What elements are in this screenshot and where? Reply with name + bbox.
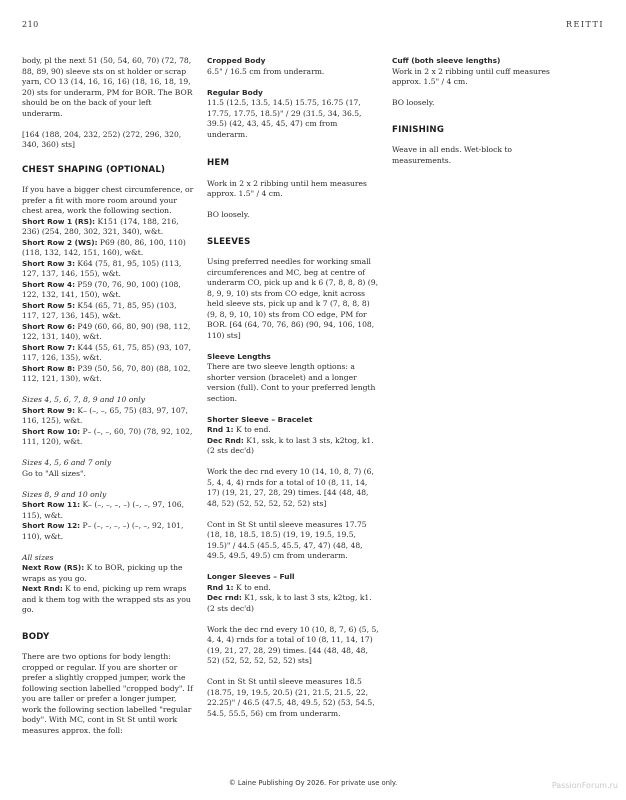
shorter-cont: Cont in St St until sleeve measures 17.75 (18, 18, 18.5, 18.5) (19, 19, 19.5, 19.5, 19.5)" / 44.5 (45.5, 45.5, 47, 47) (48, 48, 49.5, 49.5, 49.5) cm from underarm. [207, 519, 367, 560]
page-number: 210 [22, 20, 39, 29]
column-2 [207, 56, 379, 730]
short-row-12: Short Row 12: P– (–, –, –, –) (–, –, 92, 101, 110), w&t. [22, 521, 184, 541]
short-rows [22, 217, 194, 385]
body-text: There are two options for body length: cropped or regular. If you are shorter or prefer a slightly cropped jumper, work the following section labelled "cropped body". If you are taller or prefer a longer jumper, work the following section labelled "regular body". With MC, cont in St St until work measures approx. the foll: [22, 652, 193, 735]
finishing-heading: FINISHING [392, 124, 445, 135]
short-row-1: Short Row 1 (RS): K151 (174, 188, 216, 236) (254, 280, 302, 321, 340), w&t. [22, 216, 179, 236]
next-row-rs: Next Row (RS): K to BOR, picking up the wraps as you go. [22, 563, 183, 583]
all-sizes-label: All sizes [22, 552, 54, 562]
body-heading: BODY [22, 631, 50, 642]
cropped-body-text: 6.5" / 16.5 cm from underarm. [207, 66, 325, 76]
chest-shaping-heading: CHEST SHAPING (OPTIONAL) [22, 164, 166, 175]
short-row-3: Short Row 3: K64 (75, 81, 95, 105) (113, 127, 137, 146, 155), w&t. [22, 258, 182, 278]
short-row-2: Short Row 2 (WS): P69 (80, 86, 100, 110) (118, 132, 142, 151, 160), w&t. [22, 237, 186, 257]
sleeve-lengths-label: Sleeve Lengths [207, 351, 271, 361]
short-row-4: Short Row 4: P59 (70, 76, 90, 100) (108, 122, 132, 141, 150), w&t. [22, 279, 181, 299]
intro-paragraph: body, pl the next 51 (50, 54, 60, 70) (72, 78, 88, 89, 90) sleeve sts on st holder or scrap yarn, CO 13 (14, 16, 16, 16) (18, 16, 18, 19, 20) sts for underarm, PM for BOR. The BOR should be on the back of your left underarm. [22, 56, 193, 118]
sizes-c-rows [22, 500, 194, 542]
short-row-5: Short Row 5: K54 (65, 71, 85, 95) (103, 117, 127, 136, 145), w&t. [22, 300, 177, 320]
sleeve-lengths-text: There are two sleeve length options: a shorter version (bracelet) and a longer version (full). Cont to your preferred length section. [207, 362, 376, 403]
longer-rnd-1: Rnd 1: K to end. [207, 582, 271, 592]
longer-dec-rnd: Dec rnd: K1, ssk, k to last 3 sts, k2tog, k1. (2 sts dec'd) [207, 593, 372, 613]
sizes-b-text: Go to "All sizes". [22, 468, 86, 478]
regular-body-text: 11.5 (12.5, 13.5, 14.5) 15.75, 16.75 (17, 17.75, 17.75, 18.5)" / 29 (31.5, 34, 36.5, 39.5) (42, 43, 45, 45, 47) cm from underarm. [207, 98, 362, 139]
next-rnd: Next Rnd: K to end, picking up rem wraps and k them tog with the wrapped sts as you go. [22, 584, 191, 614]
finishing-text: Weave in all ends. Wet-block to measurements. [392, 145, 512, 165]
sizes-a-label: Sizes 4, 5, 6, 7, 8, 9 and 10 only [22, 395, 145, 404]
short-row-8: Short Row 8: P39 (50, 56, 70, 80) (88, 102, 112, 121, 130), w&t. [22, 363, 191, 383]
sizes-c-label: Sizes 8, 9 and 10 only [22, 489, 107, 499]
sizes-a-rows [22, 406, 194, 448]
running-title: REITTI [565, 20, 604, 29]
sizes-b-label: Sizes 4, 5, 6 and 7 only [22, 458, 112, 467]
cuff-text: Work in 2 x 2 ribbing until cuff measures approx. 1.5" / 4 cm. [392, 66, 550, 86]
longer-repeat: Work the dec rnd every 10 (10, 8, 7, 6) (5, 5, 4, 4, 4) rnds for a total of 10 (8, 11, 14, 17) (19, 21, 27, 28, 29) times. [44 (48, 48, 48, 52) (52, 52, 52, 52, 52) sts] [207, 624, 379, 665]
copyright-footer: © Laine Publishing Oy 2026. For private use only. [228, 779, 398, 787]
short-row-7: Short Row 7: K44 (55, 61, 75, 85) (93, 107, 117, 126, 135), w&t. [22, 342, 191, 362]
shorter-rnd-1: Rnd 1: K to end. [207, 425, 271, 434]
cuff-label: Cuff (both sleeve lengths) [392, 56, 501, 65]
shorter-repeat: Work the dec rnd every 10 (14, 10, 8, 7) (6, 5, 4, 4, 4) rnds for a total of 10 (8, 11, 14, 17) (19, 21, 27, 28, 29) times. [44 (48, 48, 48, 52) (52, 52, 52, 52, 52) sts] [207, 467, 374, 508]
hem-heading: HEM [207, 158, 230, 168]
shorter-dec-rnd: Dec Rnd: K1, ssk, k to last 3 sts, k2tog, k1. (2 sts dec'd) [207, 435, 374, 455]
longer-sleeve-label: Longer Sleeves – Full [207, 572, 295, 581]
shorter-sleeve-label: Shorter Sleeve – Bracelet [207, 414, 313, 424]
hem-bind-off: BO loosely. [207, 210, 250, 219]
cuff-bind-off: BO loosely. [392, 98, 435, 107]
chest-intro: If you have a bigger chest circumference, or prefer a fit with more room around your chest area, work the following section. [22, 185, 194, 215]
hem-text: Work in 2 x 2 ribbing until hem measures approx. 1.5" / 4 cm. [207, 178, 367, 198]
short-row-9: Short Row 9: K– (–, –, 65, 75) (83, 97, 107, 116, 125), w&t. [22, 405, 188, 425]
short-row-10: Short Row 10: P– (–, –, 60, 70) (78, 92, 102, 111, 120), w&t. [22, 426, 193, 446]
short-row-11: Short Row 11: K– (–, –, –, –) (–, –, 97, 106, 115), w&t. [22, 500, 184, 520]
stitch-count: [164 (188, 204, 232, 252) (272, 296, 320, 340, 360) sts] [22, 129, 182, 149]
short-row-6: Short Row 6: P49 (60, 66, 80, 90) (98, 112, 122, 131, 140), w&t. [22, 321, 191, 341]
watermark: PassionForum.ru [551, 781, 618, 790]
regular-body-label: Regular Body [207, 87, 263, 97]
sleeves-heading: SLEEVES [207, 236, 251, 247]
cropped-body-label: Cropped Body [207, 56, 266, 65]
sleeves-text: Using preferred needles for working small circumferences and MC, beg at centre of underarm CO, pick up and k 6 (7, 8, 8, 8) (9, 8, 9, 9, 10) sts from CO edge, knit across held sleeve sts, pick up and k 7 (7, 8, 8, 8) (9, 8, 9, 10, 10) sts from CO edge, PM for BOR. [64 (64, 70, 76, 86) (90, 94, 106, 108, 110) sts] [207, 257, 378, 340]
column-1 [22, 56, 194, 747]
longer-cont: Cont in St St until sleeve measures 18.5 (18.75, 19, 19.5, 20.5) (21, 21.5, 21.5, 22, 22.25)" / 46.5 (47.5, 48, 49.5, 52) (53, 54.5, 54.5, 55.5, 56) cm from underarm. [207, 677, 375, 718]
column-3 [392, 56, 564, 177]
